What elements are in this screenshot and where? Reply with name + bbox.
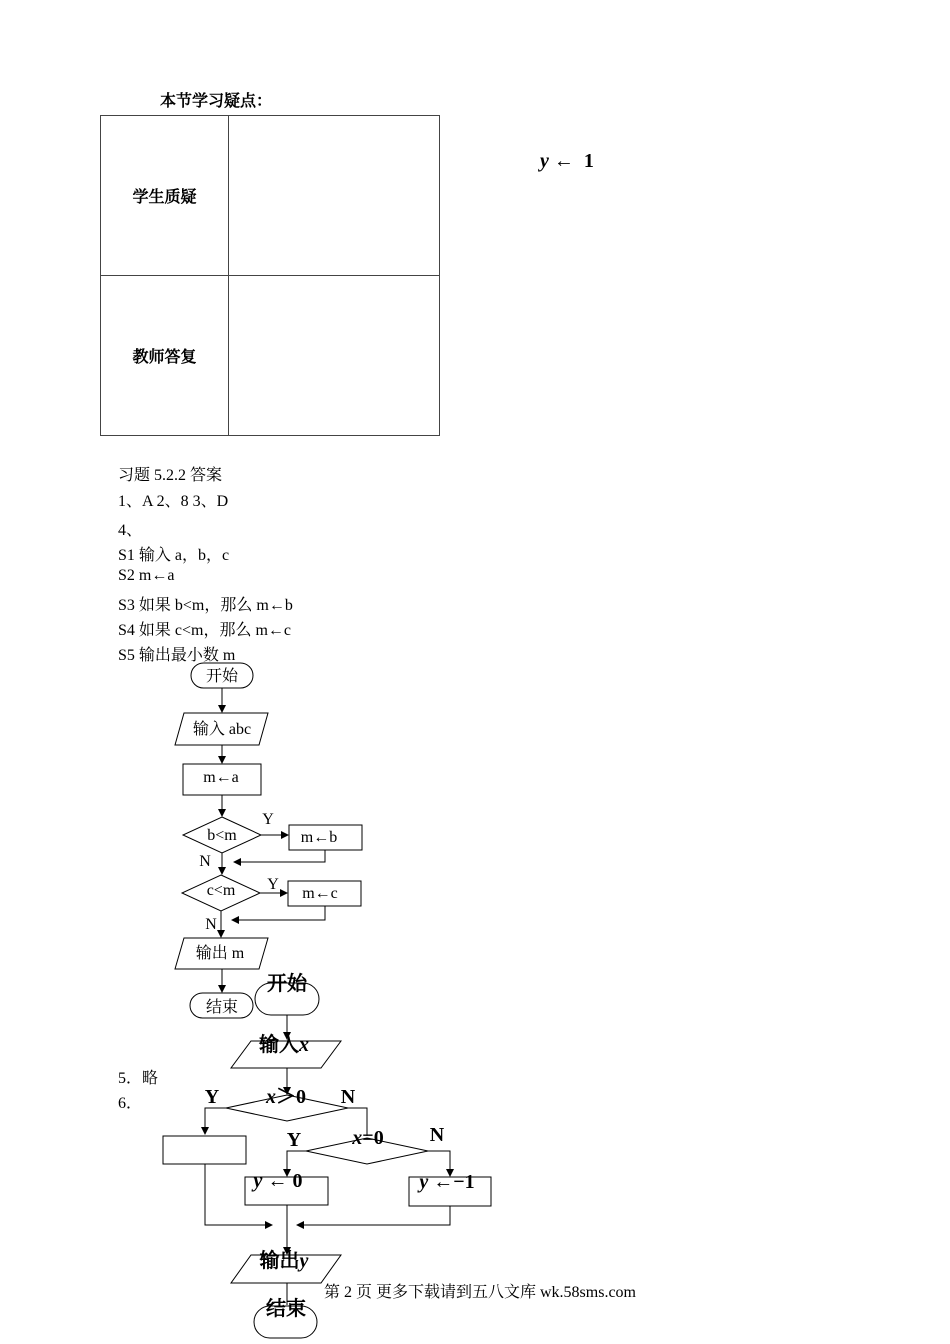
step-s5: S5 输出最小数 m bbox=[118, 647, 236, 664]
fc2-no-1: N bbox=[340, 1086, 356, 1108]
fc1-cond2-text: c<m bbox=[206, 882, 236, 899]
fc1-input-text: 输入 abc bbox=[192, 721, 252, 738]
page-heading: 本节学习疑点： bbox=[160, 93, 273, 110]
fc2-cond1-var: x bbox=[266, 1086, 276, 1108]
floating-var: y bbox=[540, 150, 549, 172]
fc2-assign-zero-var: y bbox=[253, 1170, 263, 1192]
fc2-output-text bbox=[259, 1248, 309, 1272]
fc2-start-text: 开始 bbox=[267, 973, 307, 995]
step-s1: S1 输入 a，b，c bbox=[118, 547, 230, 564]
fc1-yes-1: Y bbox=[262, 811, 274, 828]
fc2-cond2-op: =0 bbox=[362, 1127, 384, 1149]
fc2-assign-neg-text bbox=[417, 1171, 474, 1193]
step-s3: S3 如果 b<m，那么 m←b bbox=[118, 597, 293, 614]
fc1-no-1: N bbox=[199, 853, 211, 870]
fc2-input-text bbox=[258, 1032, 309, 1056]
floating-arrow: ← bbox=[553, 150, 574, 172]
page-footer: 第 2 页 更多下载请到五八文库 wk.58sms.com bbox=[324, 1284, 637, 1301]
fc2-input-var: x bbox=[299, 1034, 309, 1056]
fc2-input-prefix: 输入 bbox=[259, 1034, 299, 1056]
fc2-cond2-var: x bbox=[352, 1127, 363, 1149]
teacher-answer-label: 教师答复 bbox=[101, 276, 229, 436]
fc1-assign-c-text: m←c bbox=[302, 885, 338, 902]
fc2-yes-2: Y bbox=[286, 1129, 302, 1151]
fc2-assign-zero-text bbox=[252, 1170, 303, 1192]
fc1-yes-2: Y bbox=[267, 876, 279, 893]
fc2-assign-neg-var: y bbox=[419, 1171, 429, 1193]
fc2-output-prefix: 输出 bbox=[259, 1250, 300, 1272]
fc2-yes-1: Y bbox=[204, 1086, 220, 1108]
answer-6: 6． bbox=[118, 1095, 143, 1112]
answer-line-1: 1、A 2、8 3、D bbox=[118, 493, 229, 510]
fc1-no-2: N bbox=[205, 916, 217, 933]
fc1-assign-text: m←a bbox=[203, 769, 239, 786]
fc1-assign-b-text: m←b bbox=[300, 829, 338, 846]
fc2-cond1-text bbox=[265, 1086, 306, 1108]
fc2-assign-zero-op: ← 0 bbox=[267, 1170, 303, 1192]
answers-title: 习题 5.2.2 答案 bbox=[118, 467, 223, 484]
student-question-label: 学生质疑 bbox=[101, 116, 229, 276]
fc2-empty-box bbox=[163, 1136, 246, 1164]
answer-line-4: 4、 bbox=[118, 522, 143, 539]
fc1-end-text: 结束 bbox=[205, 999, 239, 1016]
fc2-output-var: y bbox=[299, 1250, 309, 1272]
fc2-end-text: 结束 bbox=[266, 1298, 306, 1320]
fc1-start-text: 开始 bbox=[205, 668, 239, 685]
step-s4: S4 如果 c<m，那么 m←c bbox=[118, 622, 292, 639]
fc2-no-2: N bbox=[429, 1124, 445, 1146]
step-s2: S2 m←a bbox=[118, 567, 175, 584]
fc1-cond1-text: b<m bbox=[207, 827, 237, 844]
fc2-assign-neg-op: ←−1 bbox=[433, 1171, 475, 1193]
floating-value: 1 bbox=[583, 150, 594, 172]
fc2-cond1-op: ＞0 bbox=[276, 1086, 306, 1108]
answer-5: 5．略 bbox=[118, 1070, 159, 1087]
fc1-output-text: 输出 m bbox=[195, 945, 245, 962]
fc2-cond2-text bbox=[351, 1127, 383, 1149]
